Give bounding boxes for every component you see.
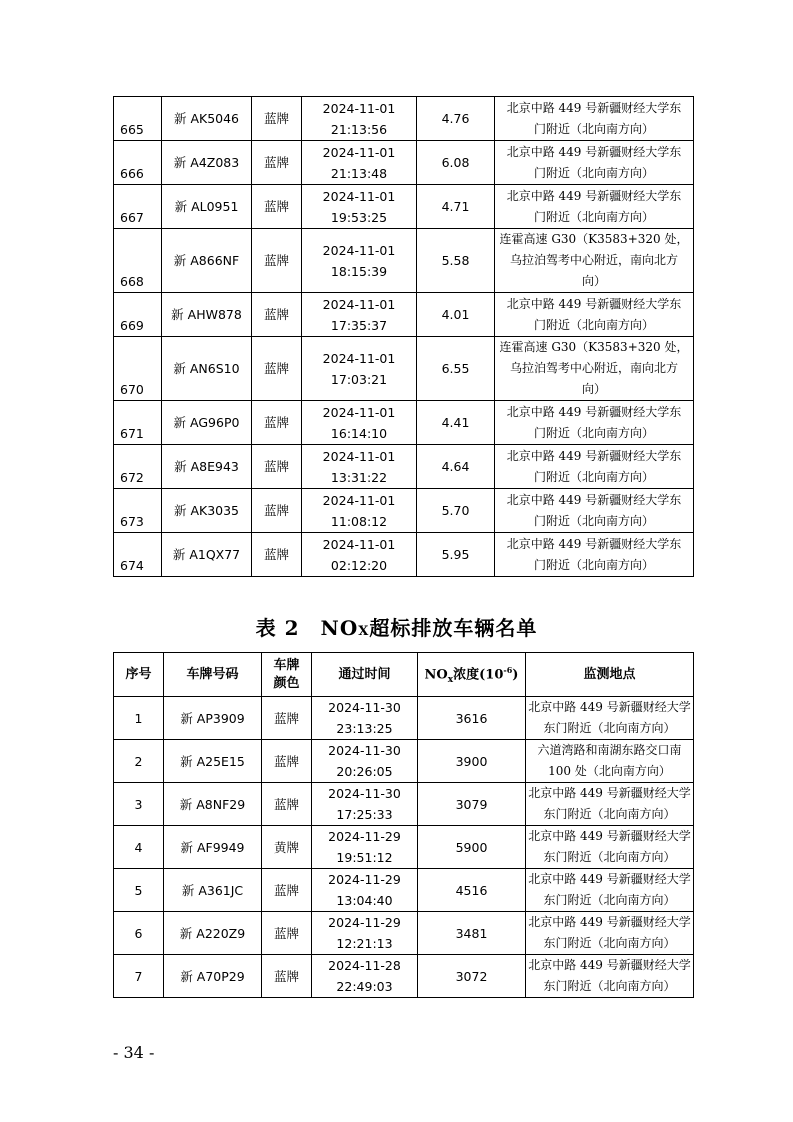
plate-color: 蓝牌 — [252, 337, 302, 401]
pass-time: 2024-11-01 17:35:37 — [302, 293, 417, 337]
monitoring-location: 北京中路 449 号新疆财经大学东 门附近（北向南方向） — [495, 445, 694, 489]
pass-time: 2024-11-01 17:03:21 — [302, 337, 417, 401]
measured-value: 6.55 — [417, 337, 495, 401]
monitoring-location: 北京中路 449 号新疆财经大学东 门附近（北向南方向） — [495, 97, 694, 141]
plate-color: 蓝牌 — [262, 955, 312, 998]
plate-number: 新 AP3909 — [164, 697, 262, 740]
row-number: 668 — [114, 229, 162, 293]
row-number: 666 — [114, 141, 162, 185]
plate-color: 蓝牌 — [252, 293, 302, 337]
monitoring-location: 连霍高速 G30（K3583+320 处， 乌拉泊驾考中心附近，南向北方 向） — [495, 337, 694, 401]
plate-color: 蓝牌 — [262, 869, 312, 912]
plate-number: 新 AF9949 — [164, 826, 262, 869]
plate-number: 新 A866NF — [162, 229, 252, 293]
header-nox-concentration: $NO_x$浓度$(10^{-6})$ — [418, 653, 526, 697]
monitoring-location: 北京中路 449 号新疆财经大学东 门附近（北向南方向） — [495, 293, 694, 337]
header-pass-time: 通过时间 — [312, 653, 418, 697]
row-number: 5 — [114, 869, 164, 912]
plate-color: 蓝牌 — [262, 697, 312, 740]
table-row — [114, 293, 694, 337]
monitoring-location: 北京中路 449 号新疆财经大学 东门附近（北向南方向） — [526, 697, 694, 740]
plate-color: 蓝牌 — [252, 141, 302, 185]
row-number: 670 — [114, 337, 162, 401]
plate-number: 新 AL0951 — [162, 185, 252, 229]
measured-value: 5900 — [418, 826, 526, 869]
table-row — [114, 337, 694, 401]
measured-value: 5.58 — [417, 229, 495, 293]
pass-time: 2024-11-01 21:13:56 — [302, 97, 417, 141]
plate-color: 蓝牌 — [252, 489, 302, 533]
plate-color: 蓝牌 — [262, 783, 312, 826]
measured-value: 3481 — [418, 912, 526, 955]
plate-number: 新 AHW878 — [162, 293, 252, 337]
plate-number: 新 A8NF29 — [164, 783, 262, 826]
monitoring-location: 北京中路 449 号新疆财经大学东 门附近（北向南方向） — [495, 489, 694, 533]
row-number: 7 — [114, 955, 164, 998]
monitoring-location: 北京中路 449 号新疆财经大学东 门附近（北向南方向） — [495, 533, 694, 577]
page-number: - 34 - — [113, 1043, 155, 1062]
pass-time: 2024-11-29 13:04:40 — [312, 869, 418, 912]
monitoring-location: 北京中路 449 号新疆财经大学 东门附近（北向南方向） — [526, 826, 694, 869]
pass-time: 2024-11-01 11:08:12 — [302, 489, 417, 533]
header-plate: 车牌号码 — [164, 653, 262, 697]
header-location: 监测地点 — [526, 653, 694, 697]
table-row — [114, 141, 694, 185]
plate-number: 新 A70P29 — [164, 955, 262, 998]
plate-number: 新 A8E943 — [162, 445, 252, 489]
monitoring-location: 连霍高速 G30（K3583+320 处， 乌拉泊驾考中心附近，南向北方 向） — [495, 229, 694, 293]
measured-value: 5.95 — [417, 533, 495, 577]
table2-header-row — [114, 653, 694, 697]
row-number: 667 — [114, 185, 162, 229]
plate-color: 蓝牌 — [252, 185, 302, 229]
pass-time: 2024-11-01 21:13:48 — [302, 141, 417, 185]
monitoring-location: 北京中路 449 号新疆财经大学东 门附近（北向南方向） — [495, 185, 694, 229]
table-row — [114, 955, 694, 998]
row-number: 3 — [114, 783, 164, 826]
row-number: 669 — [114, 293, 162, 337]
pass-time: 2024-11-30 23:13:25 — [312, 697, 418, 740]
plate-number: 新 AG96P0 — [162, 401, 252, 445]
measured-value: 4.41 — [417, 401, 495, 445]
pass-time: 2024-11-29 12:21:13 — [312, 912, 418, 955]
plate-number: 新 AK5046 — [162, 97, 252, 141]
pass-time: 2024-11-01 13:31:22 — [302, 445, 417, 489]
measured-value: 3072 — [418, 955, 526, 998]
table-row — [114, 697, 694, 740]
measured-value: 4516 — [418, 869, 526, 912]
pass-time: 2024-11-29 19:51:12 — [312, 826, 418, 869]
measured-value: 5.70 — [417, 489, 495, 533]
table-row — [114, 912, 694, 955]
plate-color: 蓝牌 — [252, 97, 302, 141]
table2-title: 表 2 NOX超标排放车辆名单 — [255, 616, 538, 640]
table-row — [114, 185, 694, 229]
plate-number: 新 A4Z083 — [162, 141, 252, 185]
pass-time: 2024-11-01 19:53:25 — [302, 185, 417, 229]
table-row — [114, 740, 694, 783]
header-plate-color: 车牌 颜色 — [262, 653, 312, 697]
table-row — [114, 97, 694, 141]
measured-value: 4.71 — [417, 185, 495, 229]
plate-color: 蓝牌 — [252, 533, 302, 577]
table-row — [114, 445, 694, 489]
plate-number: 新 A361JC — [164, 869, 262, 912]
table-row — [114, 489, 694, 533]
nox-violation-table — [113, 652, 694, 998]
monitoring-location: 北京中路 449 号新疆财经大学 东门附近（北向南方向） — [526, 869, 694, 912]
pass-time: 2024-11-01 02:12:20 — [302, 533, 417, 577]
row-number: 4 — [114, 826, 164, 869]
plate-color: 蓝牌 — [252, 401, 302, 445]
monitoring-location: 北京中路 449 号新疆财经大学 东门附近（北向南方向） — [526, 912, 694, 955]
measured-value: 4.64 — [417, 445, 495, 489]
plate-color: 黄牌 — [262, 826, 312, 869]
pass-time: 2024-11-01 18:15:39 — [302, 229, 417, 293]
row-number: 6 — [114, 912, 164, 955]
monitoring-location: 北京中路 449 号新疆财经大学 东门附近（北向南方向） — [526, 955, 694, 998]
plate-number: 新 A25E15 — [164, 740, 262, 783]
pass-time: 2024-11-30 20:26:05 — [312, 740, 418, 783]
plate-color: 蓝牌 — [252, 445, 302, 489]
pass-time: 2024-11-28 22:49:03 — [312, 955, 418, 998]
plate-number: 新 A1QX77 — [162, 533, 252, 577]
monitoring-location: 六道湾路和南湖东路交口南 100 处（北向南方向） — [526, 740, 694, 783]
measured-value: 4.01 — [417, 293, 495, 337]
plate-color: 蓝牌 — [262, 912, 312, 955]
monitoring-location: 北京中路 449 号新疆财经大学东 门附近（北向南方向） — [495, 141, 694, 185]
header-no: 序号 — [114, 653, 164, 697]
plate-color: 蓝牌 — [252, 229, 302, 293]
table-row — [114, 783, 694, 826]
plate-number: 新 AK3035 — [162, 489, 252, 533]
plate-color: 蓝牌 — [262, 740, 312, 783]
table-row — [114, 869, 694, 912]
table-row — [114, 826, 694, 869]
row-number: 2 — [114, 740, 164, 783]
row-number: 672 — [114, 445, 162, 489]
measured-value: 6.08 — [417, 141, 495, 185]
row-number: 671 — [114, 401, 162, 445]
table-row — [114, 229, 694, 293]
violation-table-continued — [113, 96, 694, 577]
plate-number: 新 AN6S10 — [162, 337, 252, 401]
table-row — [114, 533, 694, 577]
row-number: 665 — [114, 97, 162, 141]
measured-value: 3616 — [418, 697, 526, 740]
pass-time: 2024-11-30 17:25:33 — [312, 783, 418, 826]
measured-value: 3079 — [418, 783, 526, 826]
measured-value: 4.76 — [417, 97, 495, 141]
row-number: 673 — [114, 489, 162, 533]
table-row — [114, 401, 694, 445]
row-number: 674 — [114, 533, 162, 577]
monitoring-location: 北京中路 449 号新疆财经大学东 门附近（北向南方向） — [495, 401, 694, 445]
measured-value: 3900 — [418, 740, 526, 783]
pass-time: 2024-11-01 16:14:10 — [302, 401, 417, 445]
plate-number: 新 A220Z9 — [164, 912, 262, 955]
row-number: 1 — [114, 697, 164, 740]
monitoring-location: 北京中路 449 号新疆财经大学 东门附近（北向南方向） — [526, 783, 694, 826]
